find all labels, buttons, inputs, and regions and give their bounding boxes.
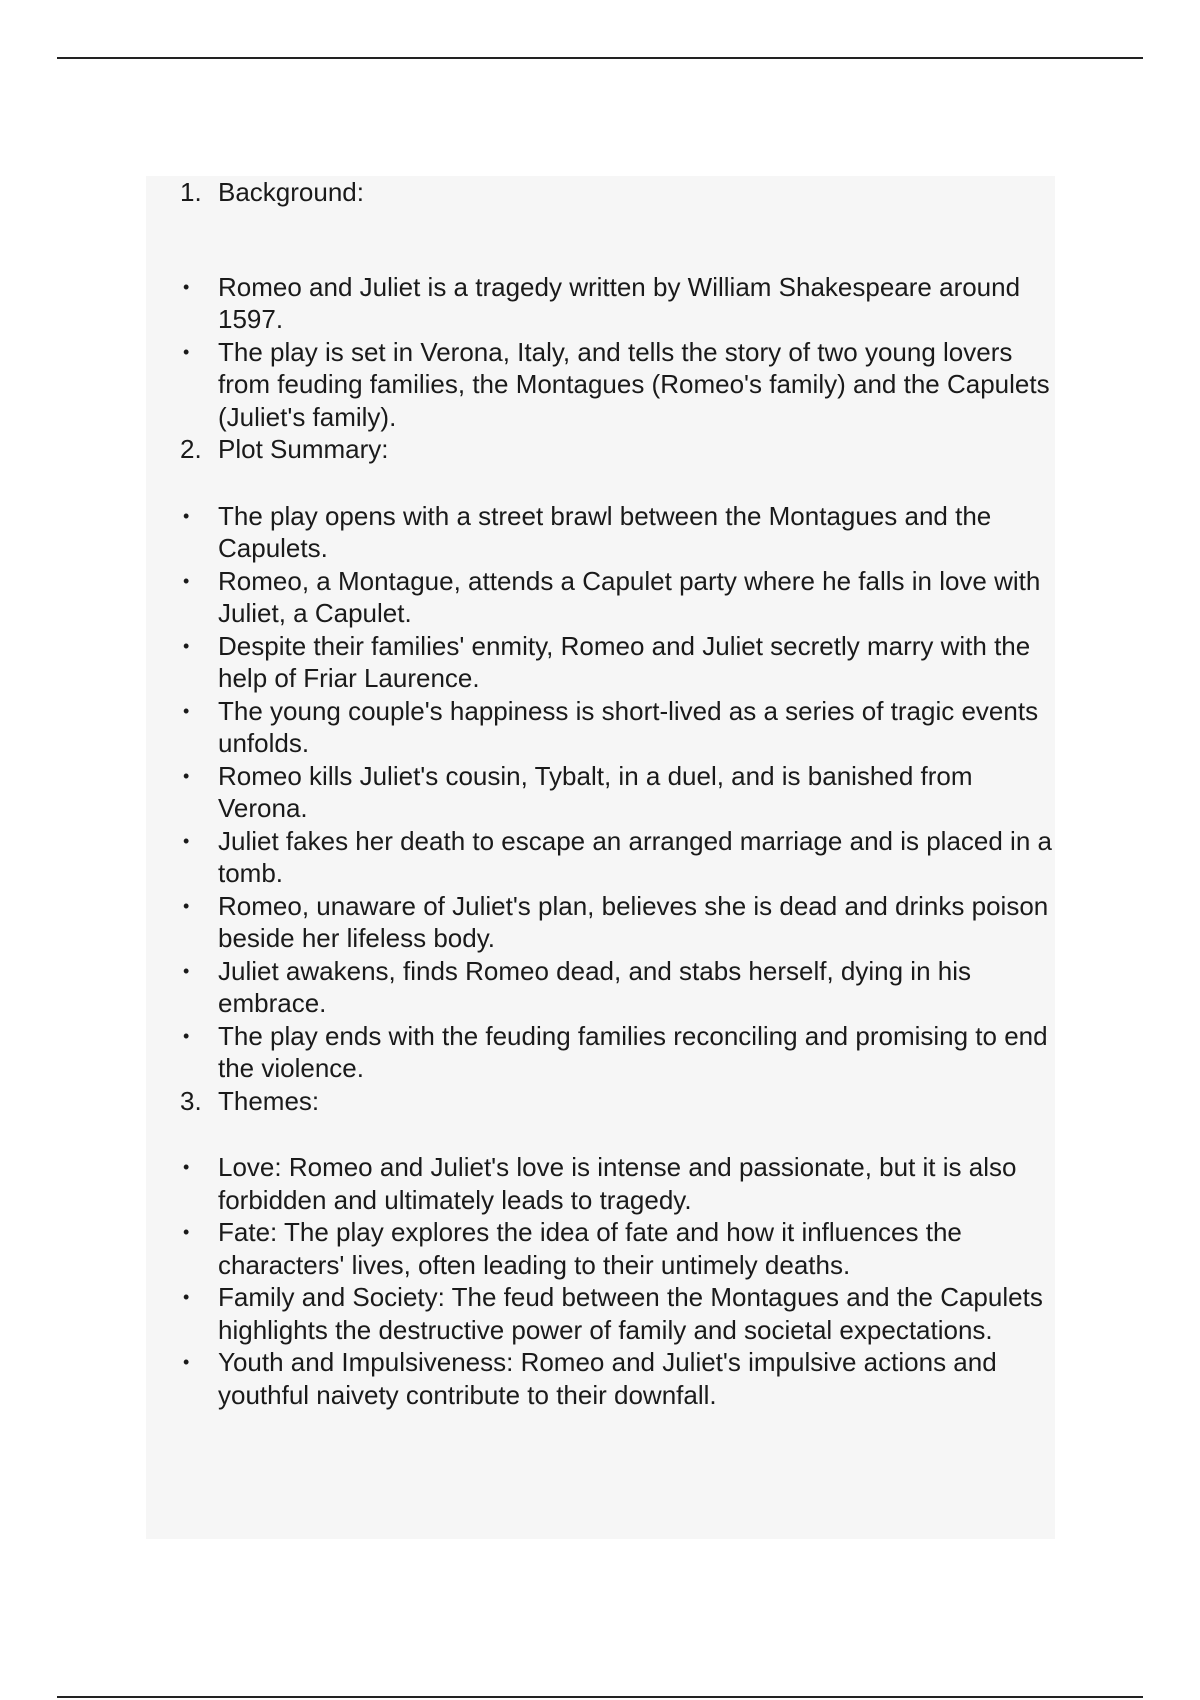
top-rule: [57, 57, 1143, 59]
background-list: [180, 271, 1060, 434]
bullet-icon: •: [183, 700, 190, 721]
list-item: • Despite their families' enmity, Romeo and Juliet secretly marry with the help of Friar Laurence.: [183, 630, 1031, 693]
bullet-icon: •: [183, 341, 190, 362]
list-item: • Romeo, a Montague, attends a Capulet party where he falls in love with Juliet, a Capulet.: [183, 565, 1041, 628]
list-item: • Fate: The play explores the idea of fate and how it influences the characters' lives, often leading to their untimely deaths.: [183, 1217, 962, 1280]
bullet-icon: •: [183, 1352, 190, 1372]
document-body: [180, 176, 1060, 1411]
bullet-icon: •: [183, 1025, 190, 1046]
bottom-rule: [57, 1696, 1143, 1698]
list-item: • The play is set in Verona, Italy, and tells the story of two young lovers from feuding families, the Montagues (Romeo's family) and the Capulets (Juliet's family).: [183, 336, 1050, 432]
section-heading-plot-summary: [180, 433, 1060, 466]
list-item: • Romeo kills Juliet's cousin, Tybalt, in a duel, and is banished from Verona.: [183, 760, 973, 823]
section-title: Background:: [218, 177, 364, 207]
bullet-icon: •: [183, 1287, 190, 1307]
list-item: • The play opens with a street brawl between the Montagues and the Capulets.: [183, 500, 992, 563]
bullet-icon: •: [183, 570, 190, 591]
bullet-icon: •: [183, 635, 190, 656]
list-item: • Family and Society: The feud between the Montagues and the Capulets highlights the destructive power of family and societal expectations.: [183, 1282, 1043, 1345]
list-item: • Juliet fakes her death to escape an arranged marriage and is placed in a tomb.: [183, 825, 1052, 888]
list-item: • Love: Romeo and Juliet's love is intense and passionate, but it is also forbidden and ultimately leads to tragedy.: [183, 1152, 1017, 1215]
bullet-icon: •: [183, 505, 190, 526]
bullet-icon: •: [183, 1157, 190, 1177]
themes-list: [180, 1151, 1060, 1411]
bullet-icon: •: [183, 960, 190, 981]
section-heading-themes: [180, 1085, 1060, 1118]
section-number: 1.: [180, 177, 202, 207]
section-number: 2.: [180, 434, 202, 464]
bullet-icon: •: [183, 276, 190, 297]
section-heading-background: [180, 176, 1060, 209]
list-item: • Youth and Impulsiveness: Romeo and Juliet's impulsive actions and youthful naivety contribute to their downfall.: [183, 1347, 997, 1410]
bullet-icon: •: [183, 765, 190, 786]
bullet-icon: •: [183, 830, 190, 851]
bullet-icon: •: [183, 1222, 190, 1242]
section-title: Themes:: [218, 1085, 320, 1116]
section-number: 3.: [180, 1085, 202, 1116]
list-item: • The play ends with the feuding families reconciling and promising to end the violence.: [183, 1020, 1048, 1083]
list-item: • The young couple's happiness is short-lived as a series of tragic events unfolds.: [183, 695, 1039, 758]
section-title: Plot Summary:: [218, 434, 389, 464]
list-item: • Romeo and Juliet is a tragedy written by William Shakespeare around 1597.: [183, 271, 1021, 334]
plot-summary-list: [180, 500, 1060, 1085]
list-item: • Juliet awakens, finds Romeo dead, and stabs herself, dying in his embrace.: [183, 955, 971, 1018]
list-item: • Romeo, unaware of Juliet's plan, believes she is dead and drinks poison beside her lifeless body.: [183, 890, 1049, 953]
bullet-icon: •: [183, 895, 190, 916]
